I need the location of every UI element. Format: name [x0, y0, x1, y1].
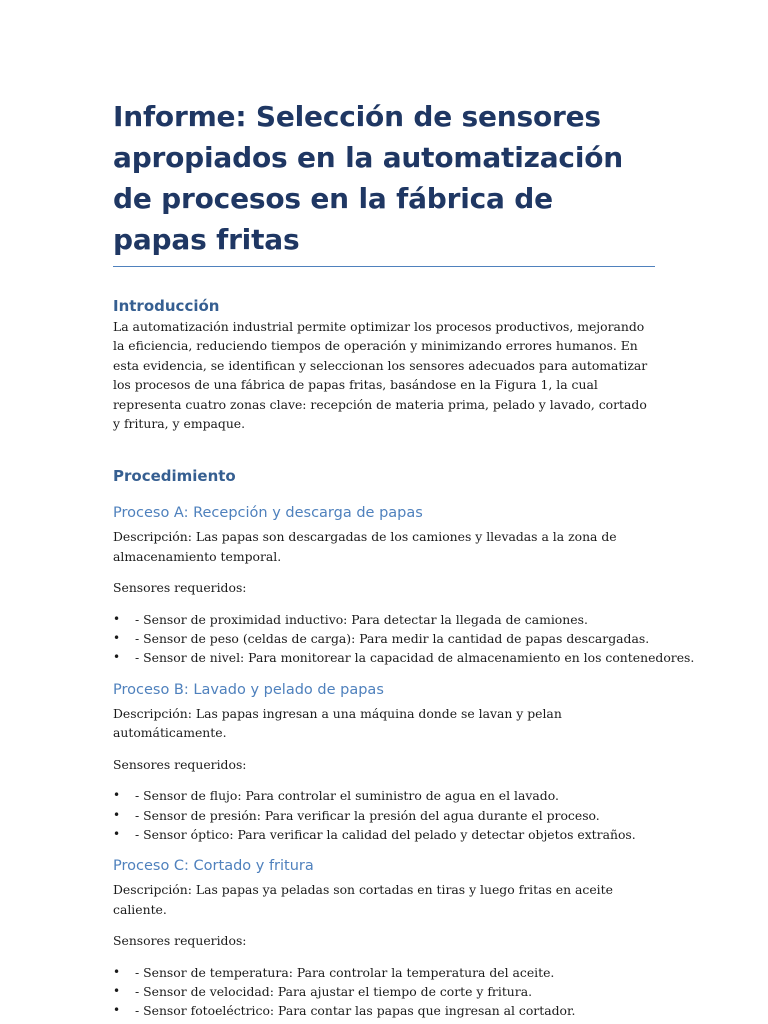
intro-paragraph: La automatización industrial permite optimizar los procesos productivos, mejorando la eficiencia, reduciendo tiempos de operación y minimizando errores humanos. En esta evidencia, se identifican y seleccionan los sensores adecuados para automatizar los procesos de una fábrica de papas fritas, basándose en la Figura 1, la cual representa cuatro zonas clave: recepción de materia prima, pelado y lavado, cortado y fritura, y empaque.: [113, 319, 648, 432]
process-c-sensor-list: [113, 963, 655, 1021]
section-heading-introduccion: Introducción: [113, 297, 220, 315]
process-b-heading: Proceso B: Lavado y pelado de papas: [113, 681, 384, 698]
bullet-icon: •: [113, 1003, 121, 1018]
document-page: [113, 96, 695, 1021]
bullet-icon: •: [113, 631, 121, 646]
process-c-description: Descripción: Las papas ya peladas son cortadas en tiras y luego fritas en aceite caliente.: [113, 882, 613, 917]
process-b-sensor-list: [113, 786, 655, 844]
list-item: • - Sensor óptico: Para verificar la calidad del pelado y detectar objetos extraños.: [113, 825, 655, 844]
list-item: • - Sensor de presión: Para verificar la presión del agua durante el proceso.: [113, 806, 655, 825]
process-a-heading: Proceso A: Recepción y descarga de papas: [113, 505, 423, 522]
bullet-icon: •: [113, 983, 121, 998]
bullet-icon: •: [113, 611, 121, 626]
list-item: • - Sensor de nivel: Para monitorear la capacidad de almacenamiento en los contenedores.: [113, 648, 655, 667]
process-b-sensors-label: Sensores requeridos:: [113, 756, 247, 772]
document-title: Informe: Selección de sensores apropiados en la automatización de procesos en la fábrica de papas fritas: [113, 96, 655, 267]
process-a-sensors-label: Sensores requeridos:: [113, 580, 247, 596]
process-c-sensors-label: Sensores requeridos:: [113, 933, 247, 949]
list-item: • - Sensor de proximidad inductivo: Para detectar la llegada de camiones.: [113, 610, 655, 629]
process-a-description: Descripción: Las papas son descargadas de los camiones y llevadas a la zona de almacenamiento temporal.: [113, 529, 617, 564]
process-a-sensor-list: [113, 610, 695, 668]
list-item: • - Sensor de flujo: Para controlar el suministro de agua en el lavado.: [113, 786, 655, 805]
bullet-icon: •: [113, 788, 121, 803]
bullet-icon: •: [113, 964, 121, 979]
list-item: • - Sensor fotoeléctrico: Para contar las papas que ingresan al cortador.: [113, 1001, 655, 1020]
process-b-description: Descripción: Las papas ingresan a una máquina donde se lavan y pelan automáticamente.: [113, 705, 562, 741]
bullet-icon: •: [113, 826, 121, 841]
process-c-heading: Proceso C: Cortado y fritura: [113, 858, 314, 875]
list-item: • - Sensor de peso (celdas de carga): Para medir la cantidad de papas descargadas.: [113, 629, 655, 648]
bullet-icon: •: [113, 650, 121, 665]
bullet-icon: •: [113, 807, 121, 822]
section-heading-procedimiento: Procedimiento: [113, 467, 236, 486]
list-item: • - Sensor de velocidad: Para ajustar el tiempo de corte y fritura.: [113, 982, 655, 1001]
list-item: • - Sensor de temperatura: Para controlar la temperatura del aceite.: [113, 963, 655, 982]
